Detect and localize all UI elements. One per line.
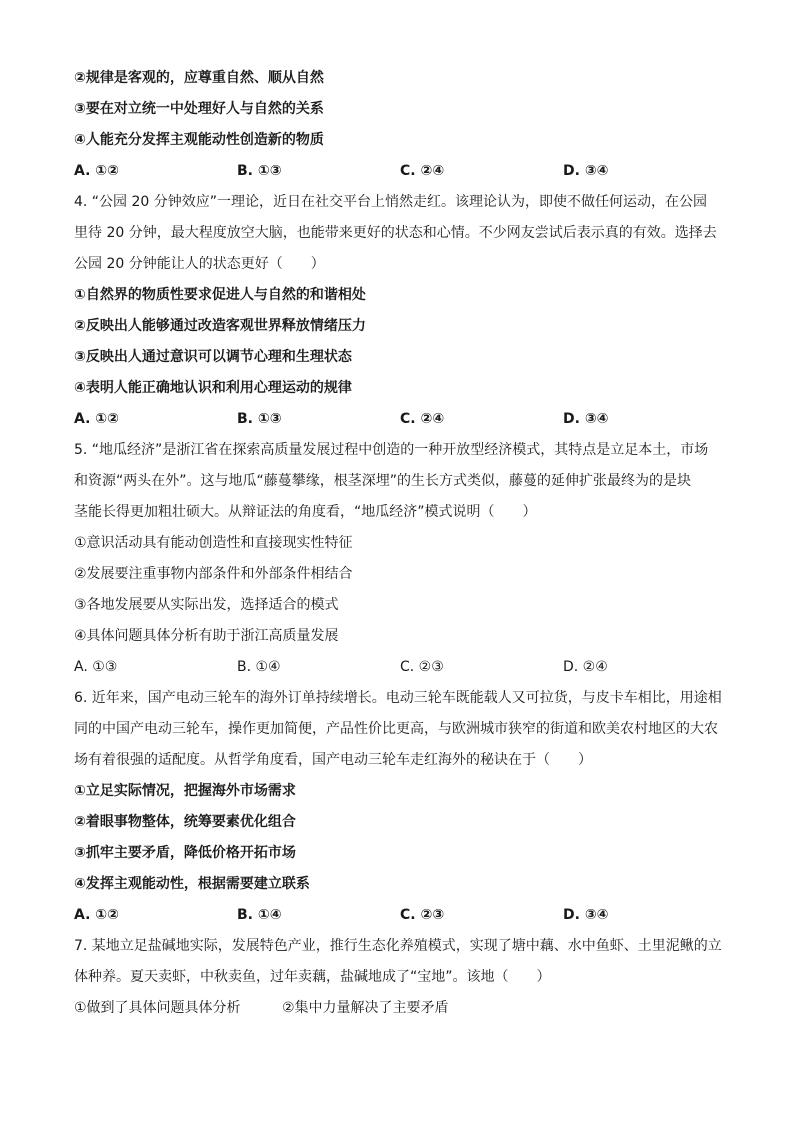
stem-line: 场有着很强的适配度。从哲学角度看，国产电动三轮车走红海外的秘诀在于（ ） [74,752,592,768]
statement-3: ③反映出人通过意识可以调节心理和生理状态 [74,349,352,365]
statement-2: ②着眼事物整体，统筹要素优化组合 [74,814,296,830]
choice-c: C. ②③ [400,659,444,675]
stem-line: 7. 某地立足盐碱地实际，发展特色产业，推行生态化养殖模式，实现了塘中藕、水中鱼虾、土里泥鳅的立 [74,938,722,954]
stem-line: 体种养。夏天卖虾，中秋卖鱼，过年卖藕，盐碱地成了“宝地”。该地（ ） [74,969,551,985]
stem-line: 茎能长得更加粗壮硕大。从辩证法的角度看，“地瓜经济”模式说明（ ） [74,504,537,520]
statement-2: ②规律是客观的，应尊重自然、顺从自然 [74,70,324,86]
stem-line: 和资源“两头在外”。这与地瓜“藤蔓攀缘，根茎深埋”的生长方式类似，藤蔓的延伸扩张最终为的是块 [74,473,692,489]
statement-3: ③各地发展要从实际出发，选择适合的模式 [74,597,339,613]
choice-d: D. ②④ [563,659,608,675]
statement-1: ①意识活动具有能动创造性和直接现实性特征 [74,535,353,551]
choice-c: C. ②④ [400,163,445,179]
statement-4: ④人能充分发挥主观能动性创造新的物质 [74,132,324,148]
choice-c: C. ②④ [400,411,445,427]
choice-a: A. ①② [74,411,119,427]
stem-line: 5. “地瓜经济”是浙江省在探索高质量发展过程中创造的一种开放型经济模式，其特点是立足本土，市场 [74,442,709,458]
statement-4: ④发挥主观能动性，根据需要建立联系 [74,876,310,892]
question-stem [74,435,724,528]
choice-c: C. ②③ [400,907,445,923]
question-3-continuation [74,63,724,187]
answer-choices [74,652,724,683]
choice-d: D. ③④ [563,411,609,427]
answer-choices [74,156,724,187]
statement-4: ④表明人能正确地认识和利用心理运动的规律 [74,380,352,396]
stem-line: 同的中国产电动三轮车，操作更加简便，产品性价比更高，与欧洲城市狭窄的街道和欧美农村地区的大农 [74,721,718,737]
choice-b: B. ①④ [237,907,282,923]
choice-d: D. ③④ [563,163,609,179]
choice-a: A. ①② [74,163,119,179]
statement-1: ①自然界的物质性要求促进人与自然的和谐相处 [74,287,366,303]
answer-choices [74,404,724,435]
statement-4: ④具体问题具体分析有助于浙江高质量发展 [74,628,339,644]
statement-1: ①立足实际情况，把握海外市场需求 [74,783,296,799]
question-stem [74,931,724,993]
statements-inline [74,993,724,1024]
statement-1: ①做到了具体问题具体分析 [74,1000,241,1016]
choice-b: B. ①③ [237,163,282,179]
question-4 [74,187,724,435]
choice-d: D. ③④ [563,907,609,923]
stem-line: 6. 近年来，国产电动三轮车的海外订单持续增长。电动三轮车既能载人又可拉货，与皮卡车相比，用途相 [74,690,722,706]
statement-3: ③要在对立统一中处理好人与自然的关系 [74,101,324,117]
question-7 [74,931,724,1024]
choice-a: A. ①② [74,907,119,923]
question-stem [74,683,724,776]
choice-b: B. ①④ [237,659,281,675]
question-5 [74,435,724,683]
statement-2: ②反映出人能够通过改造客观世界释放情绪压力 [74,318,366,334]
statement-2: ②发展要注重事物内部条件和外部条件相结合 [74,566,353,582]
stem-line: 公园 20 分钟能让人的状态更好（ ） [74,256,325,272]
answer-choices [74,900,724,931]
statement-2: ②集中力量解决了主要矛盾 [282,1000,449,1016]
question-stem [74,187,724,280]
choice-b: B. ①③ [237,411,282,427]
stem-line: 里待 20 分钟，最大程度放空大脑，也能带来更好的状态和心情。不少网友尝试后表示真的有效。选择去 [74,225,717,241]
choice-a: A. ①③ [74,659,118,675]
question-6 [74,683,724,931]
stem-line: 4. “公园 20 分钟效应”一理论，近日在社交平台上悄然走红。该理论认为，即使不做任何运动，在公园 [74,194,708,210]
statement-3: ③抓牢主要矛盾，降低价格开拓市场 [74,845,296,861]
